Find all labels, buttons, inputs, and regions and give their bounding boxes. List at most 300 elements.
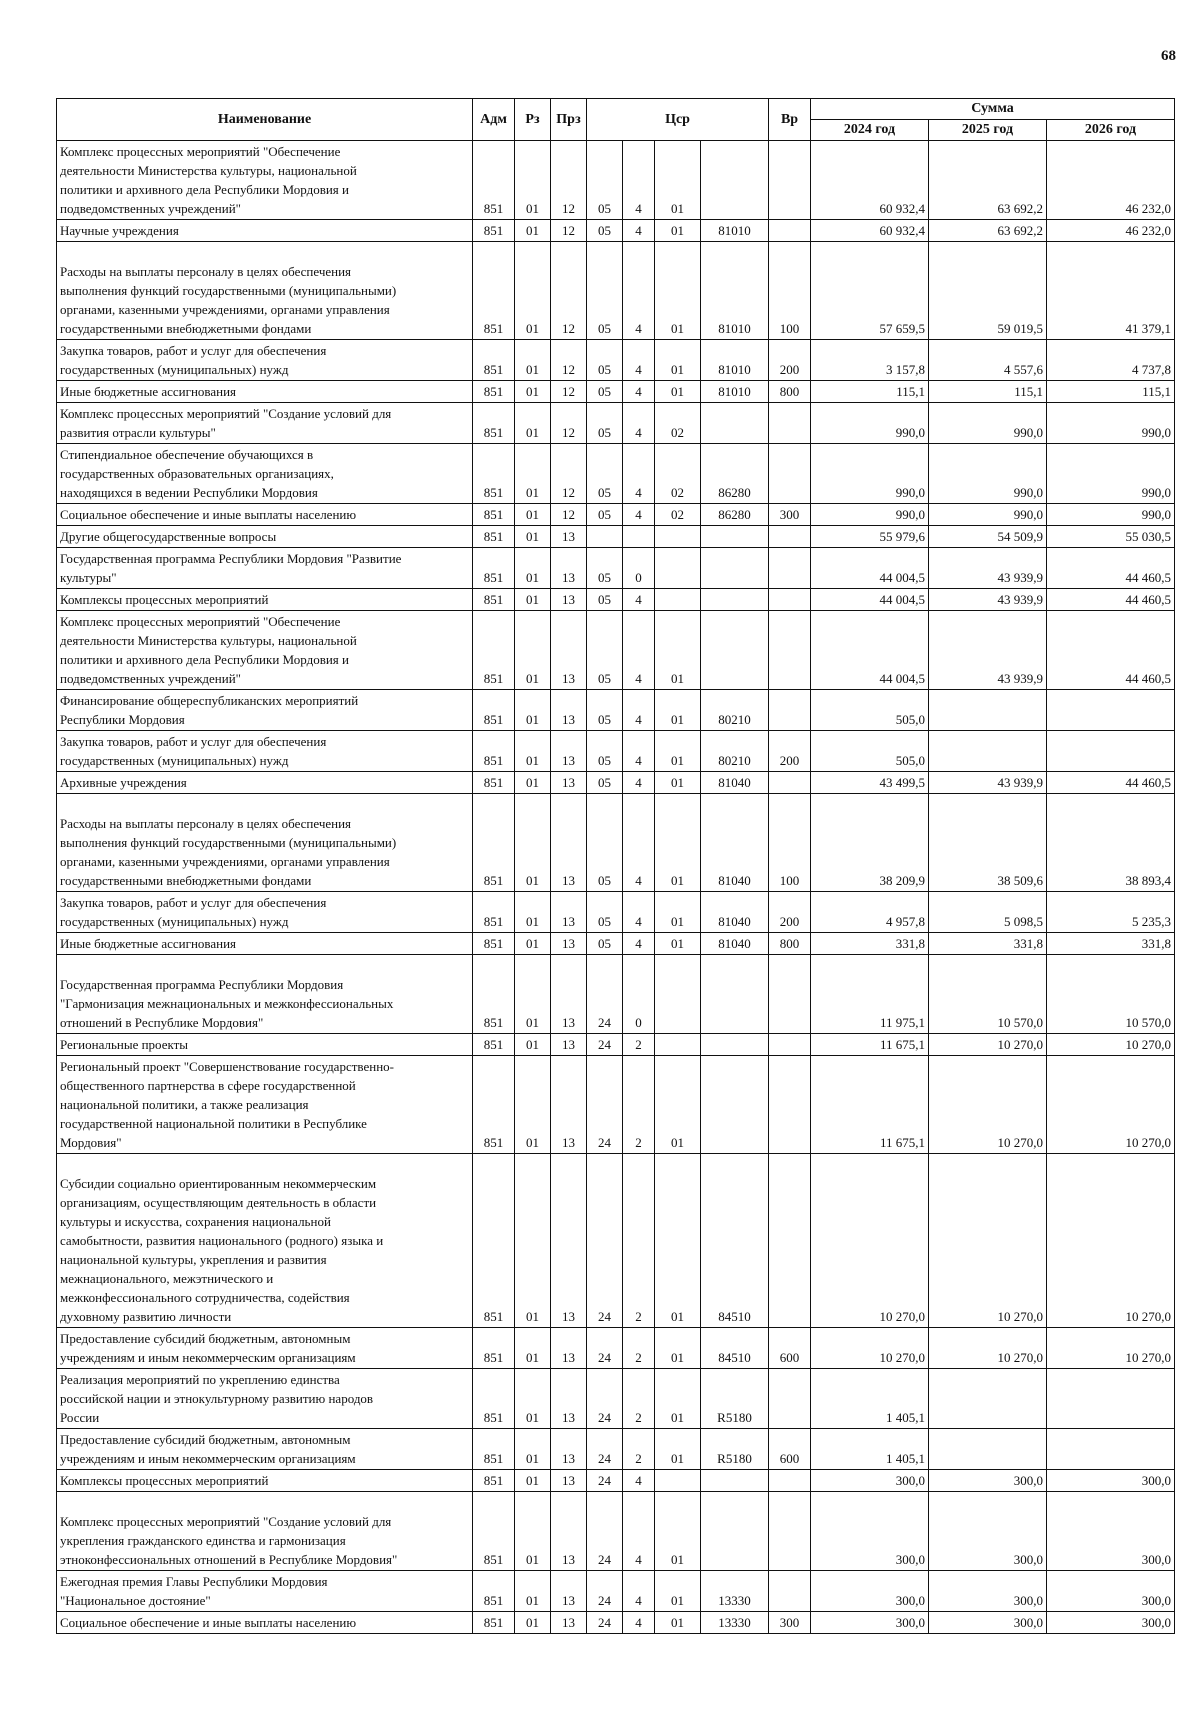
row-csr-program: 24 (587, 1492, 623, 1571)
row-adm: 851 (473, 403, 515, 444)
row-rz: 01 (515, 794, 551, 892)
table-row (57, 548, 1175, 589)
row-name: Реализация мероприятий по укреплению единства российской нации и этнокультурному развитию народов России (57, 1369, 473, 1429)
row-name: Закупка товаров, работ и услуг для обеспечения государственных (муниципальных) нужд (57, 731, 473, 772)
row-csr-direction: 80210 (701, 731, 769, 772)
row-sum-2024: 4 957,8 (811, 892, 929, 933)
row-sum-2026: 4 737,8 (1047, 340, 1175, 381)
row-vr: 200 (769, 731, 811, 772)
table-row (57, 1369, 1175, 1429)
row-adm: 851 (473, 589, 515, 611)
row-prz: 12 (551, 403, 587, 444)
row-sum-2025: 115,1 (929, 381, 1047, 403)
row-sum-2025: 54 509,9 (929, 526, 1047, 548)
row-sum-2025: 990,0 (929, 504, 1047, 526)
row-prz: 13 (551, 1056, 587, 1154)
row-name: Комплексы процессных мероприятий (57, 1470, 473, 1492)
row-sum-2024: 1 405,1 (811, 1429, 929, 1470)
row-vr (769, 526, 811, 548)
row-rz: 01 (515, 340, 551, 381)
row-csr-type: 4 (623, 504, 655, 526)
row-csr-program: 05 (587, 141, 623, 220)
row-name: Стипендиальное обеспечение обучающихся в государственных образовательных организациях, находящихся в ведении Республики Мордовия (57, 444, 473, 504)
row-prz: 13 (551, 1328, 587, 1369)
row-csr-direction (701, 141, 769, 220)
row-csr-direction (701, 403, 769, 444)
row-rz: 01 (515, 690, 551, 731)
row-sum-2024: 331,8 (811, 933, 929, 955)
row-adm: 851 (473, 381, 515, 403)
row-sum-2024: 44 004,5 (811, 548, 929, 589)
row-vr (769, 1056, 811, 1154)
row-name: Иные бюджетные ассигнования (57, 933, 473, 955)
row-csr-direction (701, 1470, 769, 1492)
row-prz: 13 (551, 1429, 587, 1470)
row-csr-type: 2 (623, 1034, 655, 1056)
row-csr-program: 24 (587, 1154, 623, 1328)
row-sum-2025 (929, 690, 1047, 731)
row-csr-complex: 01 (655, 731, 701, 772)
row-sum-2025: 43 939,9 (929, 548, 1047, 589)
row-csr-direction (701, 548, 769, 589)
row-csr-program: 05 (587, 794, 623, 892)
row-csr-complex: 01 (655, 340, 701, 381)
row-sum-2025: 5 098,5 (929, 892, 1047, 933)
row-adm: 851 (473, 1429, 515, 1470)
row-csr-program: 24 (587, 1034, 623, 1056)
row-csr-type: 4 (623, 589, 655, 611)
row-adm: 851 (473, 1612, 515, 1634)
row-adm: 851 (473, 1470, 515, 1492)
row-sum-2026: 10 270,0 (1047, 1154, 1175, 1328)
row-rz: 01 (515, 933, 551, 955)
row-vr (769, 1470, 811, 1492)
row-prz: 13 (551, 1470, 587, 1492)
row-sum-2024: 300,0 (811, 1492, 929, 1571)
row-name: Финансирование общереспубликанских мероприятий Республики Мордовия (57, 690, 473, 731)
row-csr-complex (655, 955, 701, 1034)
row-sum-2025 (929, 731, 1047, 772)
row-csr-program: 24 (587, 1369, 623, 1429)
row-sum-2026: 10 270,0 (1047, 1034, 1175, 1056)
row-adm: 851 (473, 1034, 515, 1056)
row-csr-complex: 01 (655, 1429, 701, 1470)
row-name: Закупка товаров, работ и услуг для обеспечения государственных (муниципальных) нужд (57, 892, 473, 933)
table-body (57, 141, 1175, 1634)
row-sum-2024: 44 004,5 (811, 611, 929, 690)
row-adm: 851 (473, 444, 515, 504)
row-csr-complex: 02 (655, 504, 701, 526)
header-year-2026: 2026 год (1047, 120, 1175, 141)
row-sum-2024: 990,0 (811, 444, 929, 504)
row-vr: 200 (769, 892, 811, 933)
row-vr (769, 1154, 811, 1328)
row-csr-type: 4 (623, 1612, 655, 1634)
row-name: Социальное обеспечение и иные выплаты населению (57, 504, 473, 526)
row-sum-2024: 60 932,4 (811, 141, 929, 220)
row-name: Комплексы процессных мероприятий (57, 589, 473, 611)
row-sum-2026: 46 232,0 (1047, 220, 1175, 242)
row-csr-complex: 01 (655, 690, 701, 731)
row-sum-2025: 300,0 (929, 1492, 1047, 1571)
row-prz: 13 (551, 690, 587, 731)
table-row (57, 381, 1175, 403)
row-csr-type: 0 (623, 955, 655, 1034)
row-rz: 01 (515, 589, 551, 611)
row-csr-type: 2 (623, 1429, 655, 1470)
table-row (57, 242, 1175, 340)
row-csr-direction: 86280 (701, 444, 769, 504)
row-prz: 13 (551, 933, 587, 955)
table-row (57, 955, 1175, 1034)
row-name: Научные учреждения (57, 220, 473, 242)
row-csr-complex: 01 (655, 242, 701, 340)
row-prz: 13 (551, 1492, 587, 1571)
row-csr-complex: 01 (655, 794, 701, 892)
row-csr-program: 05 (587, 504, 623, 526)
row-csr-type: 4 (623, 794, 655, 892)
row-sum-2025: 10 270,0 (929, 1154, 1047, 1328)
row-csr-direction: 13330 (701, 1612, 769, 1634)
row-name: Государственная программа Республики Мордовия "Гармонизация межнациональных и межконфессиональных отношений в Республике Мордовия" (57, 955, 473, 1034)
row-name: Другие общегосударственные вопросы (57, 526, 473, 548)
row-csr-complex: 01 (655, 1571, 701, 1612)
row-sum-2026: 990,0 (1047, 504, 1175, 526)
table-row (57, 892, 1175, 933)
row-prz: 12 (551, 381, 587, 403)
row-name: Субсидии социально ориентированным некоммерческим организациям, осуществляющим деятельность в области культуры и искусства, сохранения национальной самобытности, развития национального (родного) языка и национальной культуры, укрепления и развития межнационального, межэтнического и межконфессионального сотрудничества, содействия духовному развитию личности (57, 1154, 473, 1328)
row-vr: 800 (769, 933, 811, 955)
row-sum-2025: 990,0 (929, 403, 1047, 444)
row-adm: 851 (473, 1571, 515, 1612)
row-sum-2024: 60 932,4 (811, 220, 929, 242)
row-vr (769, 141, 811, 220)
row-sum-2025: 63 692,2 (929, 220, 1047, 242)
table-row (57, 611, 1175, 690)
row-sum-2026: 10 270,0 (1047, 1328, 1175, 1369)
row-prz: 13 (551, 731, 587, 772)
row-adm: 851 (473, 690, 515, 731)
row-sum-2024: 300,0 (811, 1612, 929, 1634)
row-rz: 01 (515, 955, 551, 1034)
row-csr-type: 2 (623, 1328, 655, 1369)
row-sum-2026: 331,8 (1047, 933, 1175, 955)
row-csr-direction (701, 1492, 769, 1571)
row-sum-2025 (929, 1369, 1047, 1429)
table-row (57, 772, 1175, 794)
row-sum-2026: 300,0 (1047, 1492, 1175, 1571)
row-prz: 12 (551, 444, 587, 504)
header-csr: Цср (587, 99, 769, 141)
row-vr (769, 403, 811, 444)
row-sum-2025: 63 692,2 (929, 141, 1047, 220)
row-sum-2024: 505,0 (811, 690, 929, 731)
row-vr (769, 589, 811, 611)
table-row (57, 1056, 1175, 1154)
row-name: Региональные проекты (57, 1034, 473, 1056)
header-vr: Вр (769, 99, 811, 141)
row-csr-direction (701, 611, 769, 690)
row-sum-2026: 300,0 (1047, 1571, 1175, 1612)
row-vr (769, 1571, 811, 1612)
row-sum-2024: 11 975,1 (811, 955, 929, 1034)
header-year-2025: 2025 год (929, 120, 1047, 141)
row-csr-complex (655, 1034, 701, 1056)
row-csr-type: 4 (623, 1470, 655, 1492)
row-csr-type: 4 (623, 731, 655, 772)
row-prz: 13 (551, 526, 587, 548)
row-sum-2026: 990,0 (1047, 403, 1175, 444)
row-sum-2026 (1047, 731, 1175, 772)
row-rz: 01 (515, 1612, 551, 1634)
row-prz: 12 (551, 242, 587, 340)
row-prz: 12 (551, 220, 587, 242)
row-sum-2024: 11 675,1 (811, 1034, 929, 1056)
row-prz: 13 (551, 611, 587, 690)
row-sum-2024: 10 270,0 (811, 1328, 929, 1369)
row-csr-direction: 81040 (701, 933, 769, 955)
row-vr (769, 1369, 811, 1429)
row-name: Региональный проект "Совершенствование государственно- общественного партнерства в сфере государственной национальной политики, а также реализация государственной национальной политики в Республике Мордовия" (57, 1056, 473, 1154)
row-sum-2024: 38 209,9 (811, 794, 929, 892)
table-row (57, 526, 1175, 548)
row-name: Государственная программа Республики Мордовия "Развитие культуры" (57, 548, 473, 589)
row-rz: 01 (515, 772, 551, 794)
row-adm: 851 (473, 504, 515, 526)
row-prz: 13 (551, 548, 587, 589)
row-sum-2025: 10 270,0 (929, 1056, 1047, 1154)
row-csr-direction: 81010 (701, 242, 769, 340)
row-sum-2026: 55 030,5 (1047, 526, 1175, 548)
row-prz: 13 (551, 772, 587, 794)
row-prz: 13 (551, 955, 587, 1034)
row-prz: 12 (551, 141, 587, 220)
row-adm: 851 (473, 526, 515, 548)
table-row (57, 444, 1175, 504)
row-sum-2026: 44 460,5 (1047, 589, 1175, 611)
row-vr: 100 (769, 794, 811, 892)
row-csr-type: 4 (623, 1492, 655, 1571)
row-csr-direction: 81010 (701, 381, 769, 403)
row-adm: 851 (473, 794, 515, 892)
row-csr-direction: 84510 (701, 1154, 769, 1328)
table-row (57, 403, 1175, 444)
row-vr: 300 (769, 1612, 811, 1634)
row-name: Комплекс процессных мероприятий "Создание условий для укрепления гражданского единства и гармонизация этноконфессиональных отношений в Республике Мордовия" (57, 1492, 473, 1571)
row-sum-2026: 41 379,1 (1047, 242, 1175, 340)
row-vr (769, 611, 811, 690)
row-csr-program: 24 (587, 1328, 623, 1369)
row-vr (769, 772, 811, 794)
table-row (57, 1154, 1175, 1328)
row-csr-direction: R5180 (701, 1369, 769, 1429)
row-prz: 13 (551, 1034, 587, 1056)
row-sum-2025: 300,0 (929, 1470, 1047, 1492)
row-csr-direction: 81040 (701, 794, 769, 892)
row-name: Комплекс процессных мероприятий "Создание условий для развития отрасли культуры" (57, 403, 473, 444)
row-csr-type: 4 (623, 340, 655, 381)
row-sum-2024: 57 659,5 (811, 242, 929, 340)
row-csr-direction: 81010 (701, 340, 769, 381)
row-adm: 851 (473, 141, 515, 220)
row-csr-direction: 81010 (701, 220, 769, 242)
row-csr-direction (701, 589, 769, 611)
header-prz: Прз (551, 99, 587, 141)
row-sum-2026: 5 235,3 (1047, 892, 1175, 933)
row-csr-complex: 01 (655, 1056, 701, 1154)
row-sum-2026: 300,0 (1047, 1470, 1175, 1492)
row-csr-program: 24 (587, 1470, 623, 1492)
row-adm: 851 (473, 731, 515, 772)
row-csr-program: 05 (587, 444, 623, 504)
row-csr-type: 2 (623, 1154, 655, 1328)
row-adm: 851 (473, 1154, 515, 1328)
row-csr-program: 24 (587, 1571, 623, 1612)
row-prz: 12 (551, 504, 587, 526)
row-name: Расходы на выплаты персоналу в целях обеспечения выполнения функций государственными (муниципальными) органами, казенными учреждениями, органами управления государственными внебюджетными фондами (57, 794, 473, 892)
row-csr-complex: 01 (655, 611, 701, 690)
row-sum-2025: 10 570,0 (929, 955, 1047, 1034)
row-csr-type: 4 (623, 933, 655, 955)
row-rz: 01 (515, 444, 551, 504)
row-csr-program: 05 (587, 892, 623, 933)
row-csr-type: 4 (623, 444, 655, 504)
row-sum-2024: 43 499,5 (811, 772, 929, 794)
row-csr-complex: 01 (655, 220, 701, 242)
row-csr-type (623, 526, 655, 548)
table-row (57, 1492, 1175, 1571)
row-csr-complex: 01 (655, 1328, 701, 1369)
row-csr-complex: 01 (655, 892, 701, 933)
row-csr-direction: 86280 (701, 504, 769, 526)
table-row (57, 794, 1175, 892)
row-csr-direction (701, 955, 769, 1034)
row-sum-2026 (1047, 1429, 1175, 1470)
row-sum-2025: 43 939,9 (929, 772, 1047, 794)
row-adm: 851 (473, 1369, 515, 1429)
row-csr-type: 4 (623, 242, 655, 340)
row-sum-2026: 10 270,0 (1047, 1056, 1175, 1154)
row-sum-2024: 11 675,1 (811, 1056, 929, 1154)
row-vr: 200 (769, 340, 811, 381)
row-csr-complex: 01 (655, 381, 701, 403)
row-sum-2024: 55 979,6 (811, 526, 929, 548)
row-csr-type: 4 (623, 892, 655, 933)
row-name: Закупка товаров, работ и услуг для обеспечения государственных (муниципальных) нужд (57, 340, 473, 381)
table-row (57, 504, 1175, 526)
row-rz: 01 (515, 548, 551, 589)
row-sum-2024: 1 405,1 (811, 1369, 929, 1429)
row-name: Иные бюджетные ассигнования (57, 381, 473, 403)
row-csr-direction: 80210 (701, 690, 769, 731)
row-vr: 100 (769, 242, 811, 340)
row-csr-direction: R5180 (701, 1429, 769, 1470)
row-csr-type: 4 (623, 772, 655, 794)
row-prz: 13 (551, 1369, 587, 1429)
row-csr-program: 24 (587, 1612, 623, 1634)
row-name: Комплекс процессных мероприятий "Обеспечение деятельности Министерства культуры, национальной политики и архивного дела Республики Мордовия и подведомственных учреждений" (57, 141, 473, 220)
row-sum-2026: 990,0 (1047, 444, 1175, 504)
row-csr-direction: 84510 (701, 1328, 769, 1369)
row-sum-2024: 505,0 (811, 731, 929, 772)
table-row (57, 1328, 1175, 1369)
row-sum-2026: 10 570,0 (1047, 955, 1175, 1034)
row-prz: 13 (551, 589, 587, 611)
row-csr-direction: 81040 (701, 772, 769, 794)
row-sum-2024: 115,1 (811, 381, 929, 403)
row-rz: 01 (515, 1056, 551, 1154)
row-name: Социальное обеспечение и иные выплаты населению (57, 1612, 473, 1634)
row-csr-direction (701, 526, 769, 548)
row-adm: 851 (473, 772, 515, 794)
row-csr-direction (701, 1034, 769, 1056)
table-row (57, 1034, 1175, 1056)
row-prz: 13 (551, 794, 587, 892)
table-row (57, 141, 1175, 220)
row-csr-type: 4 (623, 403, 655, 444)
row-csr-complex: 01 (655, 933, 701, 955)
row-adm: 851 (473, 340, 515, 381)
table-row (57, 1470, 1175, 1492)
row-sum-2024: 300,0 (811, 1470, 929, 1492)
row-name: Архивные учреждения (57, 772, 473, 794)
row-csr-program: 05 (587, 690, 623, 731)
row-adm: 851 (473, 1328, 515, 1369)
row-name: Ежегодная премия Главы Республики Мордовия "Национальное достояние" (57, 1571, 473, 1612)
row-vr (769, 690, 811, 731)
row-csr-direction: 13330 (701, 1571, 769, 1612)
row-sum-2026: 300,0 (1047, 1612, 1175, 1634)
row-sum-2025: 4 557,6 (929, 340, 1047, 381)
table-row (57, 933, 1175, 955)
row-rz: 01 (515, 381, 551, 403)
row-csr-complex (655, 526, 701, 548)
row-vr (769, 548, 811, 589)
row-rz: 01 (515, 242, 551, 340)
table-row (57, 220, 1175, 242)
row-csr-complex: 01 (655, 141, 701, 220)
row-adm: 851 (473, 220, 515, 242)
row-adm: 851 (473, 955, 515, 1034)
row-adm: 851 (473, 611, 515, 690)
row-csr-type: 4 (623, 381, 655, 403)
row-adm: 851 (473, 892, 515, 933)
row-csr-complex: 02 (655, 403, 701, 444)
row-sum-2024: 990,0 (811, 403, 929, 444)
row-sum-2026: 115,1 (1047, 381, 1175, 403)
row-prz: 13 (551, 1612, 587, 1634)
row-csr-type: 2 (623, 1369, 655, 1429)
budget-table (56, 98, 1175, 1634)
row-csr-direction (701, 1056, 769, 1154)
row-csr-program: 05 (587, 731, 623, 772)
row-csr-program (587, 526, 623, 548)
row-rz: 01 (515, 1154, 551, 1328)
row-csr-program: 05 (587, 403, 623, 444)
row-sum-2026 (1047, 1369, 1175, 1429)
row-sum-2026: 44 460,5 (1047, 548, 1175, 589)
row-adm: 851 (473, 933, 515, 955)
row-vr: 600 (769, 1328, 811, 1369)
row-sum-2025 (929, 1429, 1047, 1470)
row-name: Предоставление субсидий бюджетным, автономным учреждениям и иным некоммерческим организациям (57, 1429, 473, 1470)
table-row (57, 1612, 1175, 1634)
row-csr-program: 24 (587, 1429, 623, 1470)
row-csr-complex: 01 (655, 1492, 701, 1571)
row-csr-program: 24 (587, 955, 623, 1034)
row-sum-2026: 46 232,0 (1047, 141, 1175, 220)
header-sum: Сумма (811, 99, 1175, 120)
